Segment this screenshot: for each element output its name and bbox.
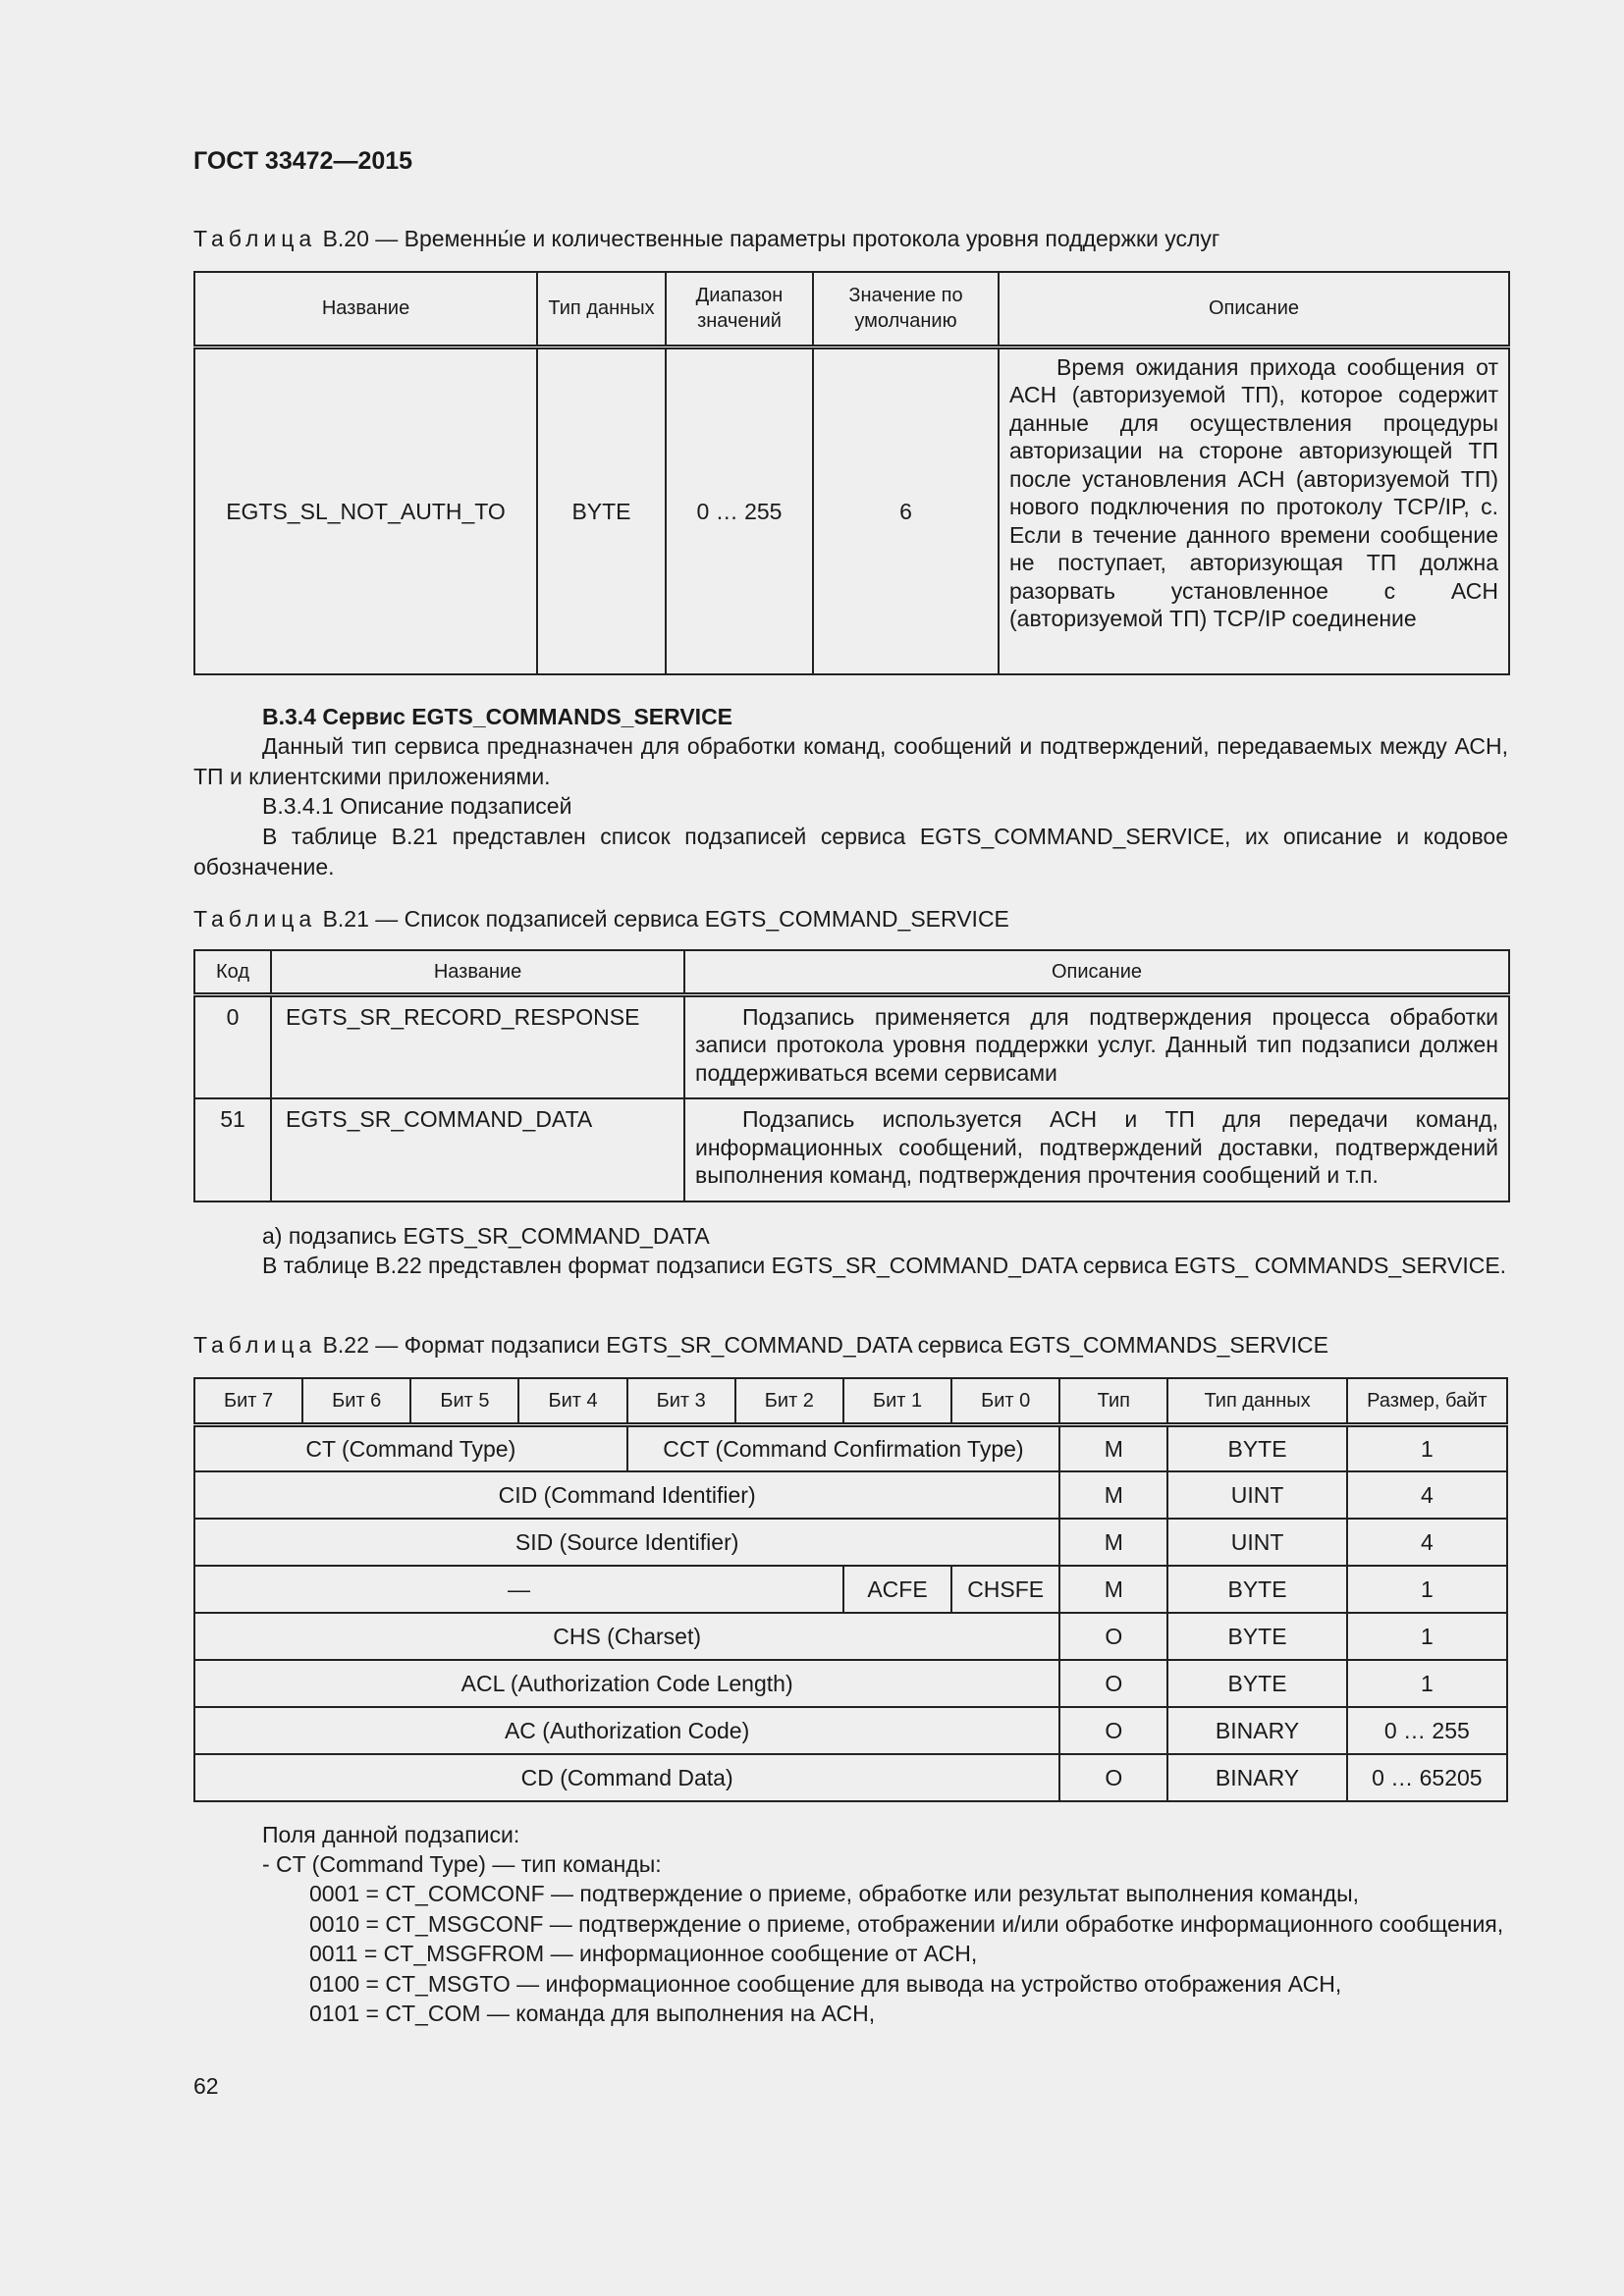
size-cell: 4 (1347, 1519, 1507, 1566)
header-cell: Описание (999, 272, 1509, 347)
size-cell: 1 (1347, 1424, 1507, 1471)
caption-text: В.21 — Список подзаписей сервиса EGTS_COMMAND_SERVICE (322, 906, 1009, 932)
size-cell: 1 (1347, 1566, 1507, 1613)
dtype-cell: BINARY (1167, 1707, 1346, 1754)
subrecord-paragraph: В таблице В.22 представлен формат подзаписи EGTS_SR_COMMAND_DATA сервиса EGTS_ COMMANDS_SERVICE. (262, 1253, 1507, 1278)
table-row (194, 1707, 1507, 1754)
table-header-row (194, 1378, 1507, 1424)
list-item: 0011 = CT_MSGFROM — информационное сообщение от АСН, (309, 1941, 978, 1966)
header-cell: Тип данных (1167, 1378, 1346, 1424)
field-cell: ACFE (843, 1566, 951, 1613)
size-cell: 1 (1347, 1613, 1507, 1660)
caption-text: В.22 — Формат подзаписи EGTS_SR_COMMAND_DATA сервиса EGTS_COMMANDS_SERVICE (322, 1332, 1328, 1358)
list-item: 0010 = CT_MSGCONF — подтверждение о приеме, отображении и/или обработке информационного сообщения, (309, 1910, 1504, 1937)
table-b21-caption (193, 906, 1009, 933)
field-cell: CD (Command Data) (194, 1754, 1059, 1801)
header-cell: Бит 7 (194, 1378, 302, 1424)
record-code: 0 (194, 994, 271, 1098)
caption-label: Таблица (193, 226, 317, 251)
dtype-cell: UINT (1167, 1471, 1346, 1519)
type-cell: M (1059, 1519, 1167, 1566)
header-cell: Тип (1059, 1378, 1167, 1424)
page-number: 62 (193, 2073, 219, 2099)
dtype-cell: BYTE (1167, 1613, 1346, 1660)
record-code: 51 (194, 1098, 271, 1201)
dtype-cell: UINT (1167, 1519, 1346, 1566)
table-header-row (194, 272, 1509, 347)
table-row (194, 1471, 1507, 1519)
field-cell: CHSFE (951, 1566, 1059, 1613)
param-type: BYTE (537, 347, 666, 674)
field-cell: SID (Source Identifier) (194, 1519, 1059, 1566)
record-description: Подзапись используется АСН и ТП для передачи команд, информационных сообщений, подтверждений доставки, подтверждений выполнения команд, подтверждения прочтения сообщений и т.п. (684, 1098, 1509, 1201)
type-cell: M (1059, 1471, 1167, 1519)
header-cell: Значение по умолчанию (813, 272, 999, 347)
field-cell: CHS (Charset) (194, 1613, 1059, 1660)
table-b22-caption (193, 1332, 1328, 1359)
size-cell: 1 (1347, 1660, 1507, 1707)
header-cell: Бит 0 (951, 1378, 1059, 1424)
size-cell: 0 … 255 (1347, 1707, 1507, 1754)
header-cell: Бит 6 (302, 1378, 410, 1424)
list-item: 0001 = CT_COMCONF — подтверждение о приеме, обработке или результат выполнения команды, (309, 1881, 1360, 1906)
header-cell: Бит 3 (627, 1378, 735, 1424)
size-cell: 4 (1347, 1471, 1507, 1519)
header-cell: Бит 4 (518, 1378, 626, 1424)
dtype-cell: BYTE (1167, 1566, 1346, 1613)
list-item: 0100 = CT_MSGTO — информационное сообщение для вывода на устройство отображения АСН, (309, 1970, 1342, 1997)
document-header: ГОСТ 33472—2015 (193, 147, 413, 175)
record-name: EGTS_SR_COMMAND_DATA (271, 1098, 684, 1201)
type-cell: M (1059, 1424, 1167, 1471)
section-paragraph: Данный тип сервиса предназначен для обработки команд, сообщений и подтверждений, передаваемых между АСН, ТП и клиентскими приложениями. (193, 733, 1508, 789)
header-cell: Размер, байт (1347, 1378, 1507, 1424)
table-b21 (193, 949, 1510, 1202)
type-cell: O (1059, 1613, 1167, 1660)
table-header-row (194, 950, 1509, 994)
param-range: 0 … 255 (666, 347, 813, 674)
type-cell: O (1059, 1660, 1167, 1707)
field-cell: AC (Authorization Code) (194, 1707, 1059, 1754)
caption-label: Таблица (193, 906, 317, 932)
section-paragraph: В таблице В.21 представлен список подзаписей сервиса EGTS_COMMAND_SERVICE, их описание и кодовое обозначение. (193, 824, 1508, 880)
section-heading: В.3.4 Сервис EGTS_COMMANDS_SERVICE (262, 704, 733, 729)
header-cell: Название (271, 950, 684, 994)
field-cell: ACL (Authorization Code Length) (194, 1660, 1059, 1707)
header-cell: Тип данных (537, 272, 666, 347)
record-description: Подзапись применяется для подтверждения процесса обработки записи протокола уровня поддержки услуг. Данный тип подзаписи должен поддерживаться всеми сервисами (684, 994, 1509, 1098)
type-cell: O (1059, 1707, 1167, 1754)
field-cell: CCT (Command Confirmation Type) (627, 1424, 1060, 1471)
dtype-cell: BYTE (1167, 1660, 1346, 1707)
ct-title: - CT (Command Type) — тип команды: (262, 1851, 662, 1877)
table-row (194, 1660, 1507, 1707)
subsection-heading: В.3.4.1 Описание подзаписей (262, 793, 572, 819)
param-description: Время ожидания прихода сообщения от АСН (авторизуемой ТП), которое содержит данные для осуществления процедуры авторизации на стороне авторизующей ТП после установления АСН (авторизуемой ТП) нового подключения по протоколу TCP/IP, с. Если в течение данного времени сообщение не поступает, авторизующая ТП должна разорвать установленное с АСН (авторизуемой ТП) TCP/IP соединение (999, 347, 1509, 674)
header-cell: Бит 1 (843, 1378, 951, 1424)
table-row (194, 1754, 1507, 1801)
dtype-cell: BINARY (1167, 1754, 1346, 1801)
dtype-cell: BYTE (1167, 1424, 1346, 1471)
header-cell: Название (194, 272, 537, 347)
header-cell: Код (194, 950, 271, 994)
list-item-a: а) подзапись EGTS_SR_COMMAND_DATA (262, 1223, 710, 1249)
table-b22 (193, 1377, 1508, 1802)
field-cell: CID (Command Identifier) (194, 1471, 1059, 1519)
fields-intro: Поля данной подзаписи: (262, 1822, 520, 1847)
table-b20 (193, 271, 1510, 675)
type-cell: M (1059, 1566, 1167, 1613)
field-cell: CT (Command Type) (194, 1424, 627, 1471)
table-b20-caption (193, 226, 1219, 252)
ct-values-list (193, 1879, 1508, 2029)
header-cell: Бит 2 (735, 1378, 843, 1424)
table-row (194, 994, 1509, 1098)
list-item: 0101 = CT_COM — команда для выполнения на АСН, (309, 2001, 876, 2026)
table-row (194, 1566, 1507, 1613)
table-row (194, 1424, 1507, 1471)
param-name: EGTS_SL_NOT_AUTH_TO (194, 347, 537, 674)
table-row (194, 1519, 1507, 1566)
size-cell: 0 … 65205 (1347, 1754, 1507, 1801)
table-row (194, 347, 1509, 674)
header-cell: Диапазон значений (666, 272, 813, 347)
type-cell: O (1059, 1754, 1167, 1801)
record-name: EGTS_SR_RECORD_RESPONSE (271, 994, 684, 1098)
field-cell: — (194, 1566, 843, 1613)
header-cell: Описание (684, 950, 1509, 994)
table-row (194, 1098, 1509, 1201)
caption-label: Таблица (193, 1332, 317, 1358)
table-row (194, 1613, 1507, 1660)
header-cell: Бит 5 (410, 1378, 518, 1424)
param-default: 6 (813, 347, 999, 674)
caption-text: В.20 — Временны́е и количественные параметры протокола уровня поддержки услуг (322, 226, 1220, 251)
